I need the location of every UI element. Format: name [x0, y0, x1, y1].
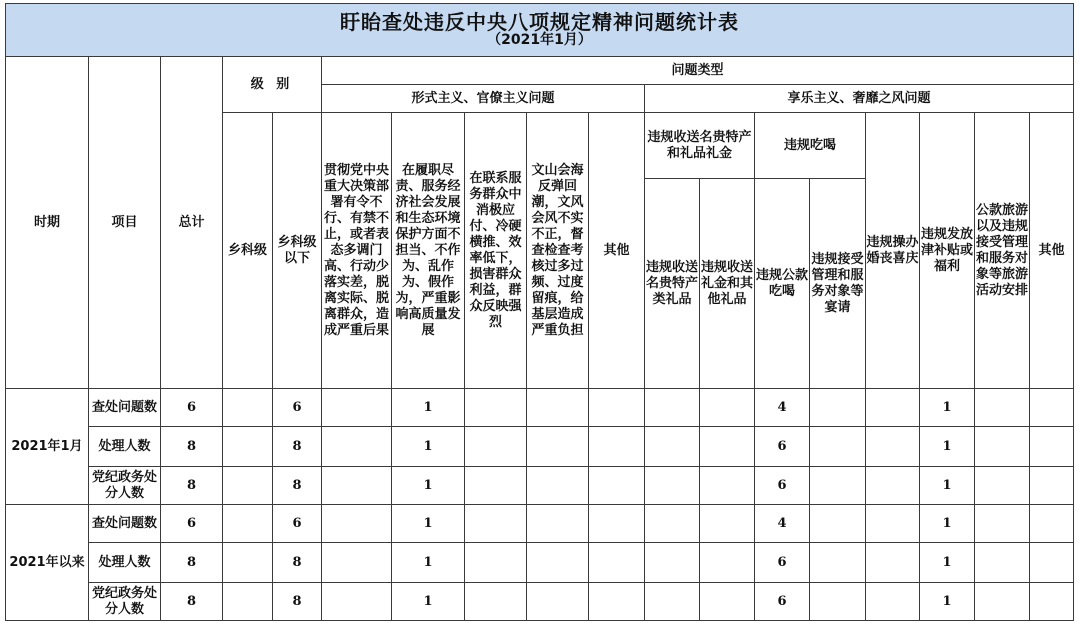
period-cell: 2021年1月 — [6, 389, 89, 505]
value-cell — [322, 583, 392, 621]
value-cell — [866, 427, 920, 467]
value-cell: 8 — [273, 583, 322, 621]
value-cell — [322, 427, 392, 467]
value-cell — [223, 467, 273, 505]
table-row — [6, 583, 1074, 621]
value-cell — [527, 389, 589, 427]
table-title: 盱眙查处违反中央八项规定精神问题统计表 — [340, 10, 739, 34]
value-cell — [527, 505, 589, 543]
value-cell: 1 — [920, 583, 975, 621]
value-cell — [975, 505, 1030, 543]
value-cell: 6 — [755, 543, 810, 583]
value-cell — [465, 543, 527, 583]
value-cell — [465, 505, 527, 543]
value-cell — [866, 583, 920, 621]
header-formalism: 形式主义、官僚主义问题 — [322, 85, 645, 113]
table-subtitle: （2021年1月） — [487, 32, 592, 48]
value-cell — [700, 467, 755, 505]
value-cell: 1 — [920, 467, 975, 505]
table-row — [6, 389, 1074, 427]
header-formalism-other: 其他 — [589, 113, 645, 389]
value-cell — [465, 583, 527, 621]
value-cell: 1 — [392, 389, 465, 427]
value-cell — [223, 389, 273, 427]
header-gift-group: 违规收送名贵特产和礼品礼金 — [645, 113, 755, 179]
value-cell — [975, 427, 1030, 467]
header-problem-type: 问题类型 — [322, 57, 1074, 85]
value-cell — [810, 505, 866, 543]
value-cell: 8 — [273, 543, 322, 583]
table-row — [6, 543, 1074, 583]
value-cell: 8 — [161, 427, 223, 467]
value-cell — [1030, 389, 1074, 427]
header-allowance: 违规发放津补贴或福利 — [920, 113, 975, 389]
value-cell: 6 — [755, 467, 810, 505]
value-cell — [700, 389, 755, 427]
value-cell — [527, 427, 589, 467]
header-level-below: 乡科级以下 — [273, 113, 322, 389]
value-cell — [223, 583, 273, 621]
title-cell — [6, 4, 1074, 57]
value-cell — [810, 389, 866, 427]
value-cell — [645, 389, 700, 427]
value-cell: 1 — [392, 543, 465, 583]
value-cell — [975, 467, 1030, 505]
item-cell: 查处问题数 — [89, 505, 161, 543]
value-cell — [810, 543, 866, 583]
value-cell: 6 — [755, 583, 810, 621]
item-cell: 党纪政务处分人数 — [89, 583, 161, 621]
value-cell — [527, 543, 589, 583]
header-dining-group: 违规吃喝 — [755, 113, 866, 179]
value-cell: 8 — [273, 467, 322, 505]
value-cell: 6 — [755, 427, 810, 467]
value-cell — [322, 467, 392, 505]
value-cell — [1030, 583, 1074, 621]
value-cell — [866, 543, 920, 583]
value-cell — [1030, 505, 1074, 543]
value-cell — [700, 427, 755, 467]
value-cell: 1 — [920, 427, 975, 467]
value-cell — [589, 389, 645, 427]
value-cell — [465, 389, 527, 427]
value-cell: 8 — [273, 427, 322, 467]
value-cell — [589, 467, 645, 505]
header-travel: 公款旅游以及违规接受管理和服务对象等旅游活动安排 — [975, 113, 1030, 389]
header-wedding: 违规操办婚丧喜庆 — [866, 113, 920, 389]
value-cell: 1 — [392, 505, 465, 543]
header-formalism-col-1: 贯彻党中央重大决策部署有令不行、有禁不止，或者表态多调门高、行动少落实差，脱离实际、脱离群众，造成严重后果 — [322, 113, 392, 389]
value-cell — [465, 427, 527, 467]
value-cell — [810, 427, 866, 467]
header-period: 时期 — [6, 57, 89, 389]
item-cell: 处理人数 — [89, 427, 161, 467]
header-gift-sub-1: 违规收送名贵特产类礼品 — [645, 179, 700, 389]
value-cell — [645, 583, 700, 621]
value-cell — [645, 505, 700, 543]
statistics-table — [5, 3, 1074, 621]
value-cell — [975, 543, 1030, 583]
table-body — [6, 389, 1074, 621]
item-cell: 党纪政务处分人数 — [89, 467, 161, 505]
value-cell: 8 — [161, 467, 223, 505]
value-cell — [223, 505, 273, 543]
header-gift-sub-2: 违规收送礼金和其他礼品 — [700, 179, 755, 389]
value-cell: 1 — [392, 467, 465, 505]
value-cell — [645, 543, 700, 583]
value-cell — [700, 505, 755, 543]
header-formalism-col-3: 在联系服务群众中消极应付、冷硬横推、效率低下，损害群众利益，群众反映强烈 — [465, 113, 527, 389]
value-cell — [1030, 543, 1074, 583]
value-cell — [645, 427, 700, 467]
item-cell: 处理人数 — [89, 543, 161, 583]
value-cell — [322, 505, 392, 543]
value-cell: 1 — [920, 389, 975, 427]
table-row — [6, 427, 1074, 467]
value-cell: 1 — [392, 583, 465, 621]
value-cell — [589, 583, 645, 621]
value-cell — [866, 505, 920, 543]
value-cell: 1 — [920, 505, 975, 543]
header-formalism-col-2: 在履职尽责、服务经济社会发展和生态环境保护方面不担当、不作为、乱作为、假作为，严重影响高质量发展 — [392, 113, 465, 389]
value-cell: 4 — [755, 505, 810, 543]
value-cell: 6 — [161, 389, 223, 427]
value-cell — [589, 505, 645, 543]
header-total: 总计 — [161, 57, 223, 389]
value-cell — [465, 467, 527, 505]
value-cell — [810, 467, 866, 505]
value-cell: 1 — [920, 543, 975, 583]
value-cell: 6 — [273, 505, 322, 543]
value-cell: 6 — [273, 389, 322, 427]
header-hedonism: 享乐主义、奢靡之风问题 — [645, 85, 1074, 113]
value-cell — [975, 583, 1030, 621]
value-cell — [223, 427, 273, 467]
period-cell: 2021年以来 — [6, 505, 89, 621]
table-row — [6, 467, 1074, 505]
header-formalism-col-4: 文山会海反弹回潮，文风会风不实不正，督查检查考核过多过频、过度留痕，给基层造成严重负担 — [527, 113, 589, 389]
value-cell — [589, 427, 645, 467]
value-cell — [1030, 467, 1074, 505]
value-cell — [1030, 427, 1074, 467]
value-cell — [527, 583, 589, 621]
header-dining-sub-2: 违规接受管理和服务对象等宴请 — [810, 179, 866, 389]
value-cell — [866, 467, 920, 505]
value-cell — [975, 389, 1030, 427]
header-hedonism-other: 其他 — [1030, 113, 1074, 389]
table-row — [6, 505, 1074, 543]
value-cell — [527, 467, 589, 505]
value-cell — [700, 583, 755, 621]
value-cell — [645, 467, 700, 505]
value-cell: 8 — [161, 543, 223, 583]
item-cell: 查处问题数 — [89, 389, 161, 427]
value-cell: 8 — [161, 583, 223, 621]
value-cell — [866, 389, 920, 427]
value-cell — [322, 389, 392, 427]
value-cell — [700, 543, 755, 583]
header-level-township: 乡科级 — [223, 113, 273, 389]
value-cell — [223, 543, 273, 583]
value-cell — [589, 543, 645, 583]
value-cell: 4 — [755, 389, 810, 427]
value-cell — [810, 583, 866, 621]
value-cell: 1 — [392, 427, 465, 467]
value-cell: 6 — [161, 505, 223, 543]
value-cell — [322, 543, 392, 583]
header-item: 项目 — [89, 57, 161, 389]
header-level: 级 别 — [223, 57, 322, 113]
header-dining-sub-1: 违规公款吃喝 — [755, 179, 810, 389]
